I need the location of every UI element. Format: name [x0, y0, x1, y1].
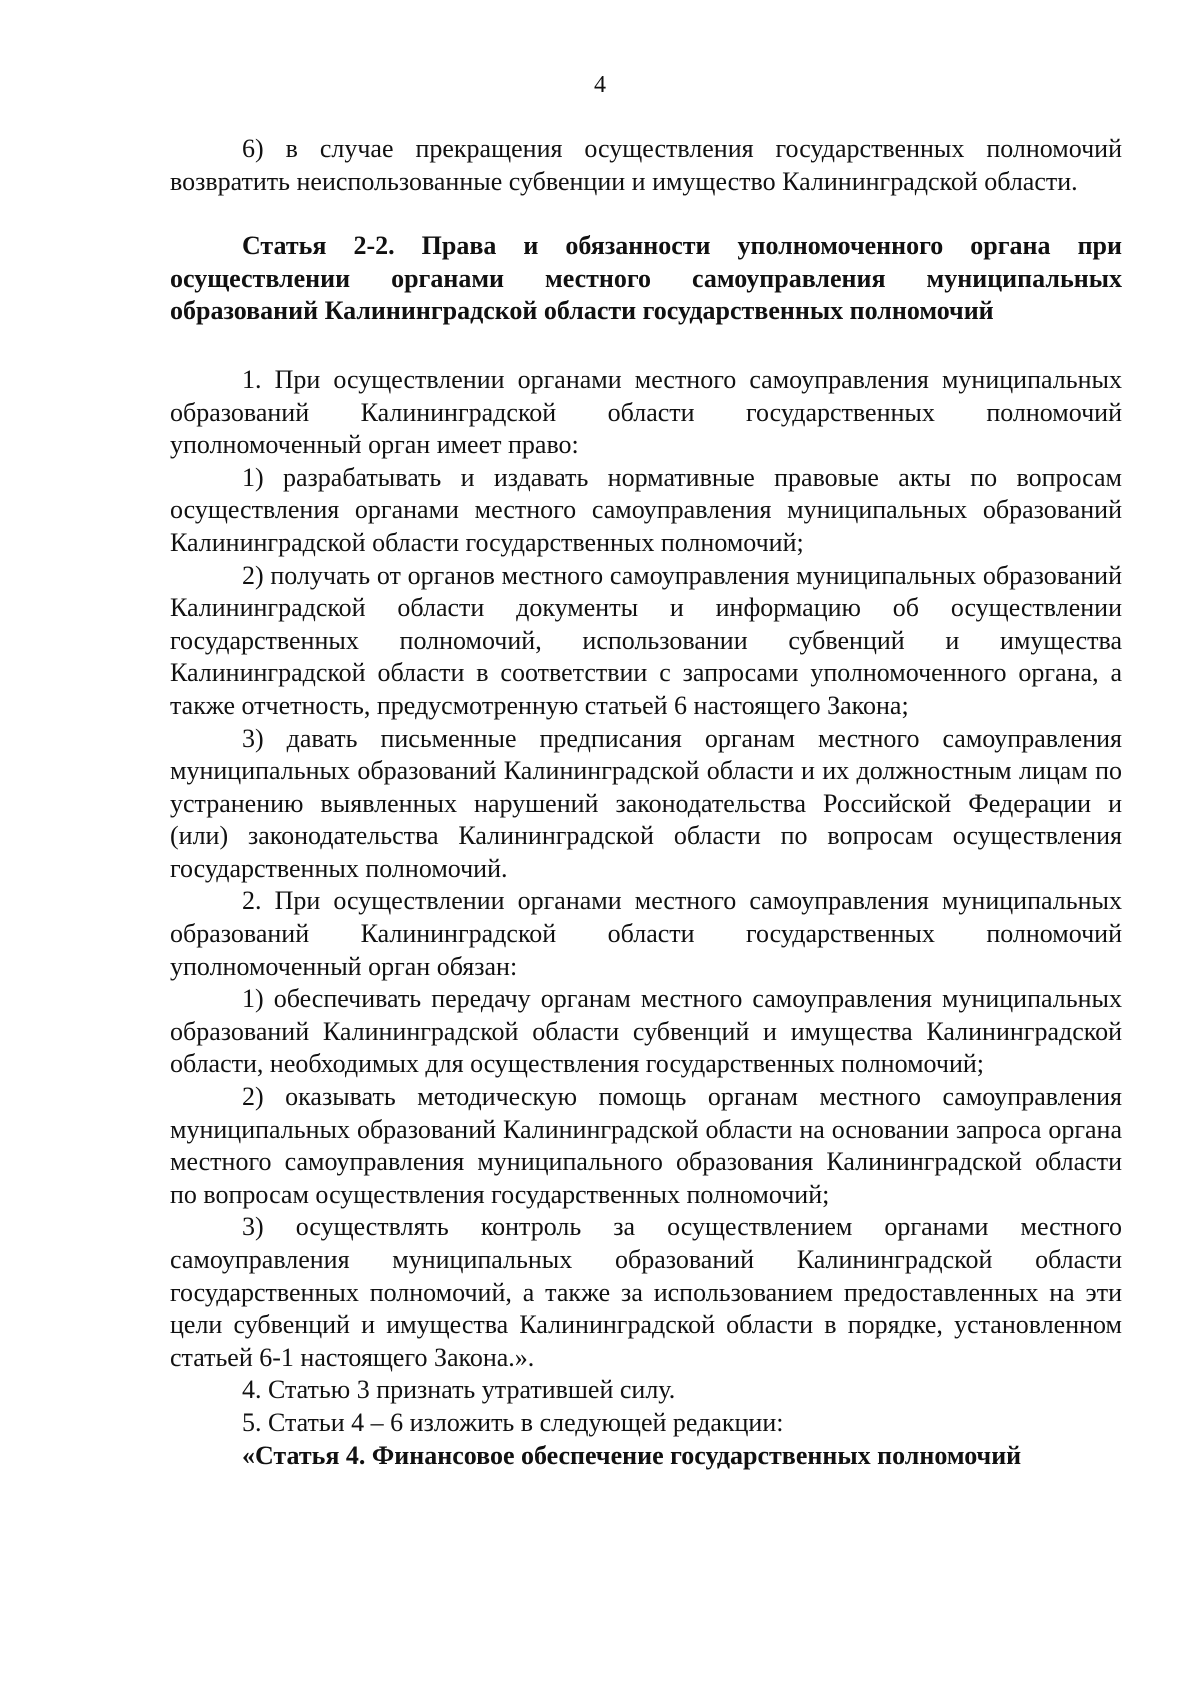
paragraph-1-item-3: 3) давать письменные предписания органам местного самоуправления муниципальных образований Калининградской области и их должностным лицам по устранению выявленных нарушений законодательства Российской Федерации и (или) законодательства Калининградской области по вопросам осуществления государственных полномочий.	[170, 723, 1122, 883]
page-number: 4	[594, 72, 606, 98]
paragraph-1: 1. При осуществлении органами местного самоуправления муниципальных образований Калининградской области государственных полномочий уполномоченный орган имеет право:	[170, 364, 1122, 460]
document-body	[170, 133, 1122, 1472]
paragraph-2-item-1: 1) обеспечивать передачу органам местного самоуправления муниципальных образований Калининградской области субвенций и имущества Калининградской области, необходимых для осуществления государственных полномочий;	[170, 984, 1122, 1079]
article-2-2-heading: Статья 2-2. Права и обязанности уполномоченного органа при осуществлении органами местного самоуправления муниципальных образований Калининградской области государственных полномочий	[170, 231, 1122, 326]
paragraph-item-6: 6) в случае прекращения осуществления государственных полномочий возвратить неиспользованные субвенции и имущество Калининградской области.	[170, 134, 1122, 196]
paragraph-2-item-3: 3) осуществлять контроль за осуществлением органами местного самоуправления муниципальных образований Калининградской области государственных полномочий, а также за использованием предоставленных на эти цели субвенций и имущества Калининградской области в порядке, установленном статьей 6-1 настоящего Закона.».	[170, 1212, 1122, 1372]
article-4-heading: «Статья 4. Финансовое обеспечение государственных полномочий	[242, 1440, 1022, 1470]
paragraph-2: 2. При осуществлении органами местного самоуправления муниципальных образований Калининградской области государственных полномочий уполномоченный орган обязан:	[170, 886, 1122, 981]
paragraph-1-item-1: 1) разрабатывать и издавать нормативные правовые акты по вопросам осуществления органами местного самоуправления муниципальных образований Калининградской области государственных полномочий;	[170, 462, 1122, 557]
paragraph-1-item-2: 2) получать от органов местного самоуправления муниципальных образований Калининградской области документы и информацию об осуществлении государственных полномочий, использовании субвенций и имущества Калининградской области в соответствии с запросами уполномоченного органа, а также отчетность, предусмотренную статьей 6 настоящего Закона;	[170, 560, 1122, 720]
paragraph-5: 5. Статьи 4 – 6 изложить в следующей редакции:	[242, 1407, 784, 1437]
paragraph-2-item-2: 2) оказывать методическую помощь органам местного самоуправления муниципальных образований Калининградской области на основании запроса органа местного самоуправления муниципального образования Калининградской области по вопросам осуществления государственных полномочий;	[170, 1082, 1122, 1209]
paragraph-4: 4. Статью 3 признать утратившей силу.	[242, 1375, 676, 1405]
